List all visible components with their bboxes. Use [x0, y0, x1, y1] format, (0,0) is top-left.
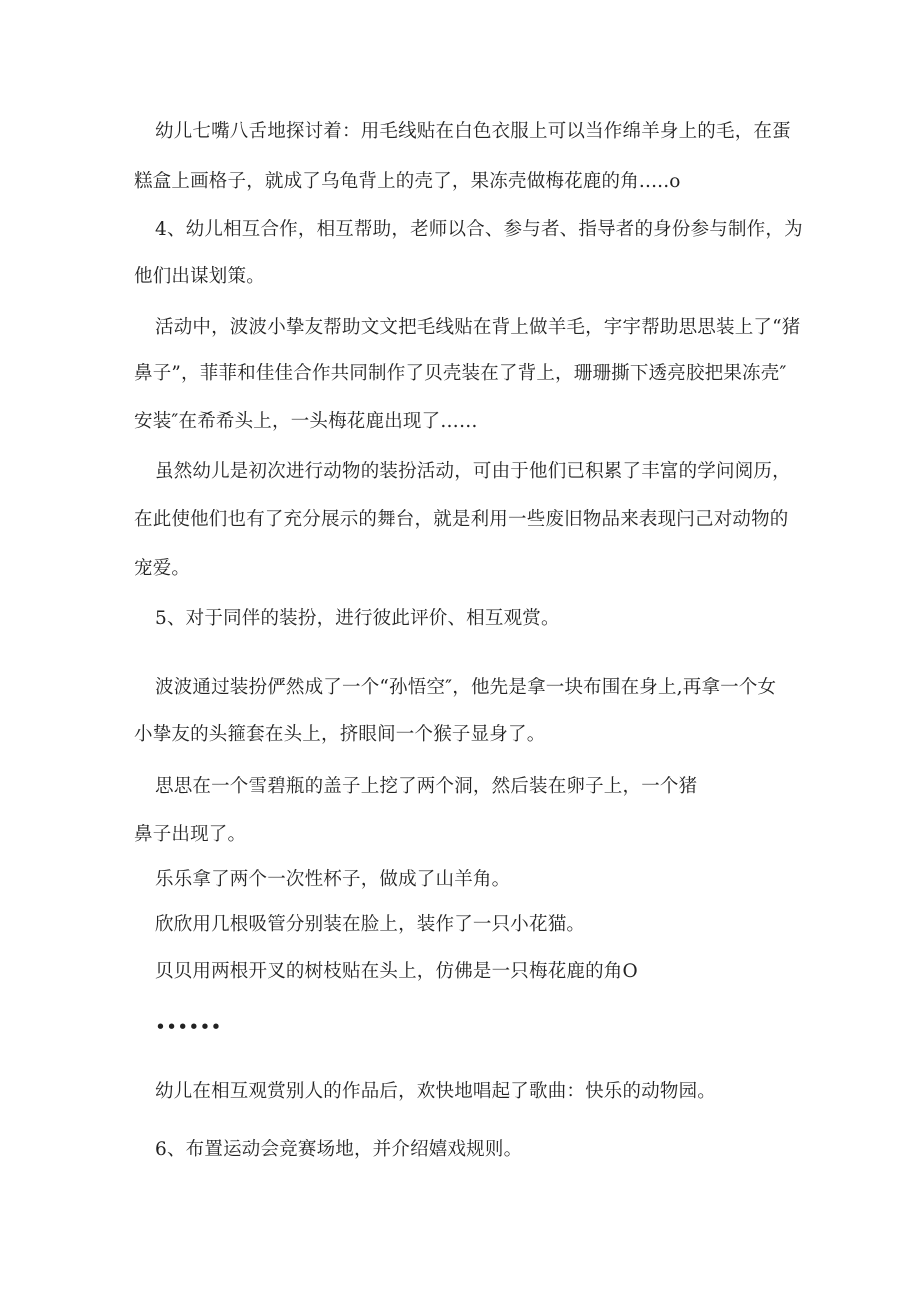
- text-line: 欣欣用几根吸管分别装在脸上，装作了一只小花猫。: [155, 914, 586, 935]
- text-line: 幼儿七嘴八舌地探讨着：用毛线贴在白色衣服上可以当作绵羊身上的毛，在蛋: [155, 121, 791, 142]
- text-line: 安装″在希希头上，一头梅花鹿出现了……: [134, 411, 478, 432]
- text-line: 幼儿在相互观赏别人的作品后，欢快地唱起了歌曲：快乐的动物园。: [155, 1081, 717, 1102]
- text-line: 他们出谋划策。: [134, 266, 265, 287]
- text-line: 鼻子”，菲菲和佳佳合作共同制作了贝壳装在了背上，珊珊撕下透亮胶把果冻壳″: [134, 363, 787, 384]
- text-line: ••••••: [155, 1017, 222, 1038]
- text-line: 糕盒上画格子，就成了乌龟背上的壳了，果冻壳做梅花鹿的角.....o: [134, 171, 681, 192]
- text-line: 贝贝用两根开叉的树枝贴在头上，仿佛是一只梅花鹿的角O: [155, 961, 638, 982]
- text-line: 小挚友的头箍套在头上，挤眼间一个猴子显身了。: [134, 724, 546, 745]
- text-line: 4、幼儿相互合作，相互帮助，老师以合、参与者、指导者的身份参与制作，为: [155, 219, 803, 240]
- text-line: 活动中，波波小挚友帮助文文把毛线贴在背上做羊毛，宇宇帮助思思装上了“猪: [155, 317, 801, 338]
- text-line: 6、布置运动会竞赛场地，并介绍嬉戏规则。: [155, 1139, 523, 1160]
- text-line: 乐乐拿了两个一次性杯子，做成了山羊角。: [155, 869, 511, 890]
- text-line: 鼻子出现了。: [134, 824, 247, 845]
- text-line: 在此使他们也有了充分展示的舞台，就是利用一些废旧物品来表现闩己对动物的: [134, 509, 789, 530]
- text-line: 5、对于同伴的装扮，进行彼此评价、相互观赏。: [155, 608, 560, 629]
- text-line: 波波通过装扮俨然成了一个“孙悟空″，他先是拿一块布围在身上,再拿一个女: [155, 677, 777, 698]
- text-line: 宠爱。: [134, 558, 191, 579]
- text-line: 思思在一个雪碧瓶的盖子上挖了两个洞，然后装在卵子上，一个猪: [155, 776, 698, 797]
- text-line: 虽然幼儿是初次进行动物的装扮活动，可由于他们已积累了丰富的学问阅历，: [155, 461, 791, 482]
